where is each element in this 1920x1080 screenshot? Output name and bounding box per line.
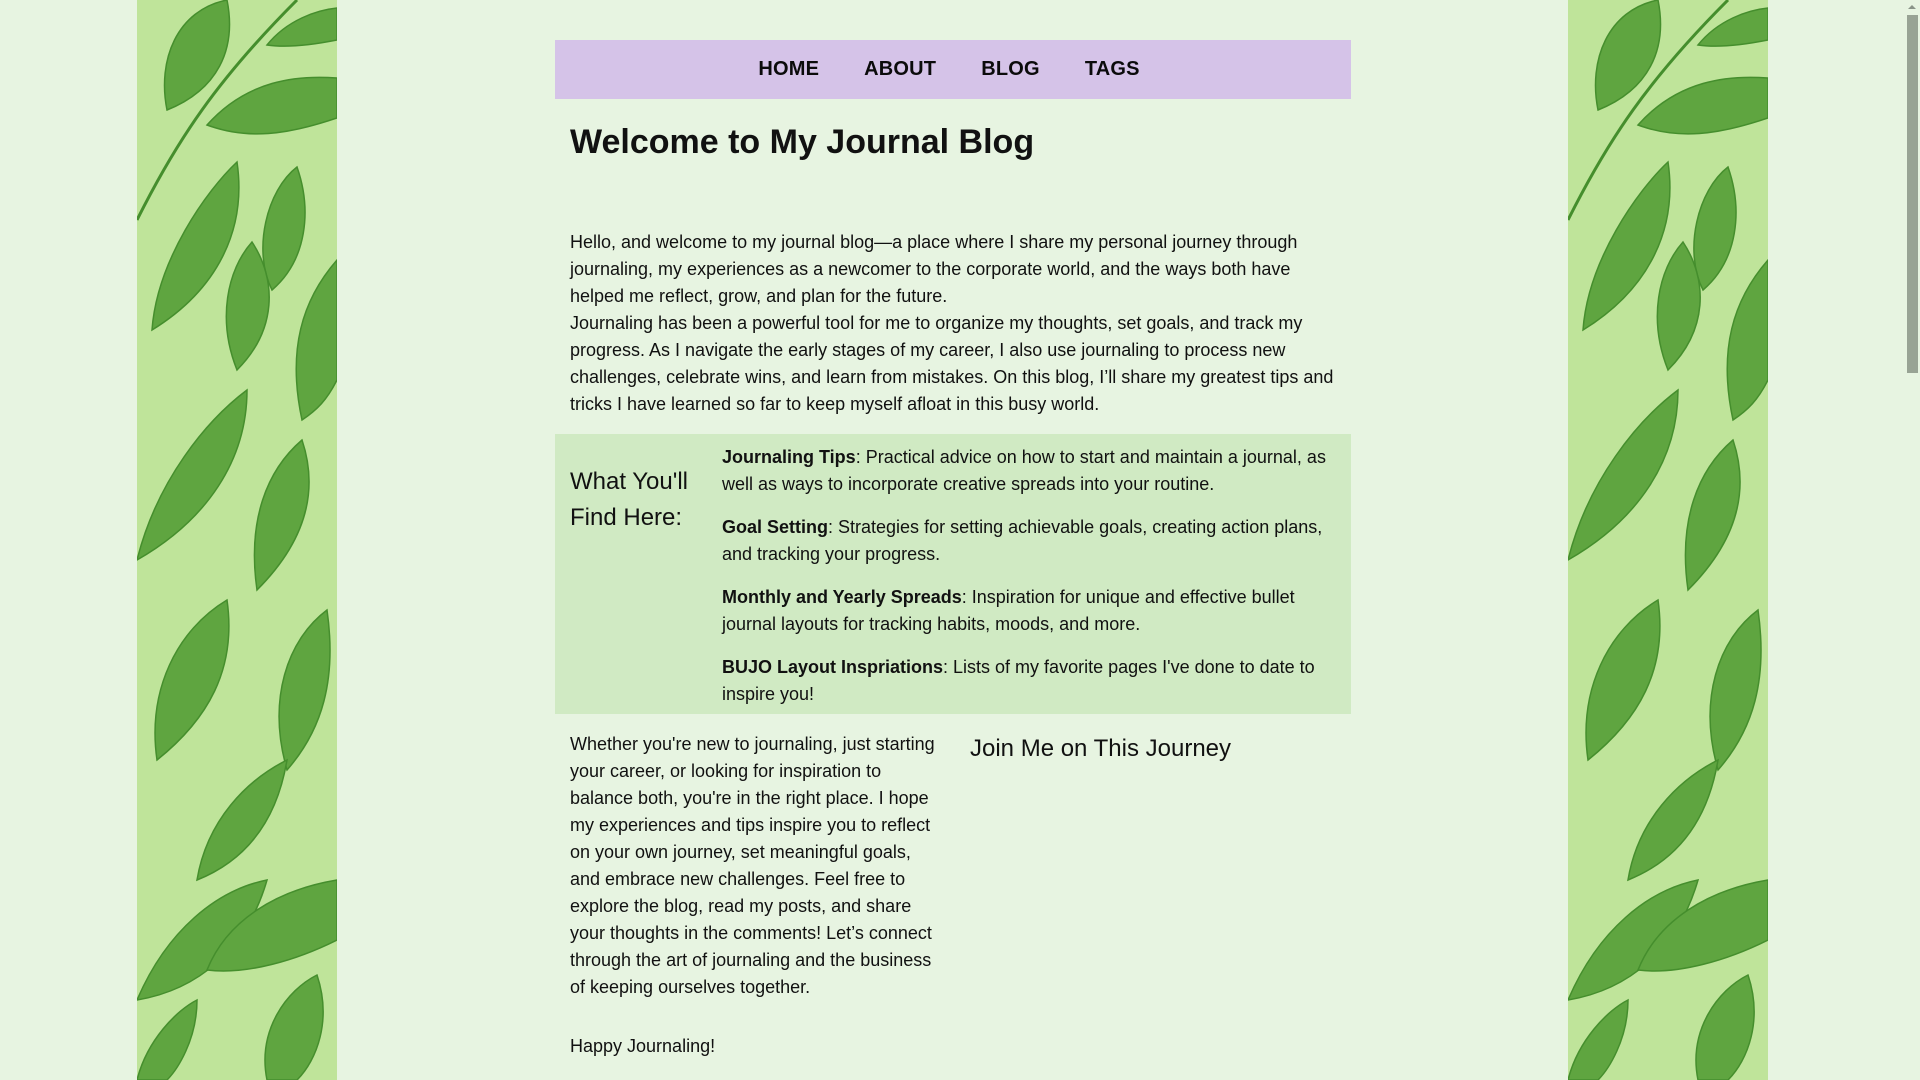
nav-about[interactable]: ABOUT xyxy=(864,58,937,80)
feature-text: : Strategies for setting achievable goals, creating action plans, and tracking your progress. xyxy=(722,517,1323,564)
feature-item xyxy=(722,584,1336,638)
feature-item xyxy=(722,444,1336,498)
feature-item xyxy=(722,654,1336,708)
leaf-pattern-icon xyxy=(137,0,337,1080)
closing-section xyxy=(555,714,1351,1060)
scrollbar-thumb[interactable] xyxy=(1907,15,1918,373)
feature-title: BUJO Layout Inspriations xyxy=(722,657,944,677)
join-heading: Join Me on This Journey xyxy=(970,735,1232,762)
feature-title: Goal Setting xyxy=(722,517,829,537)
scroll-up-arrow-icon[interactable] xyxy=(1908,5,1916,9)
feature-text: : Inspiration for unique and effective bullet journal layouts for tracking habits, moods, and more. xyxy=(722,587,1295,634)
leaf-pattern-icon xyxy=(1568,0,1768,1080)
feature-title: Journaling Tips xyxy=(722,447,856,467)
closing-text xyxy=(570,714,940,1060)
feature-text: : Lists of my favorite pages I've done to date to inspire you! xyxy=(722,657,1315,704)
features-heading: What You'll Find Here: xyxy=(570,468,688,531)
leaf-pattern-right xyxy=(1568,0,1768,1080)
intro-section xyxy=(555,163,1351,418)
vertical-scrollbar[interactable] xyxy=(1907,0,1918,1080)
nav-blog[interactable]: BLOG xyxy=(981,58,1040,80)
page-title: Welcome to My Journal Blog xyxy=(570,123,1035,161)
top-nav xyxy=(555,40,1351,99)
feature-title: Monthly and Yearly Spreads xyxy=(722,587,962,607)
intro-paragraph: Journaling has been a powerful tool for me to organize my thoughts, set goals, and track my progress. As I navigate the early stages of my career, I also use journaling to process new challenges, celebrate wins, and learn from mistakes. On this blog, I’ll share my greatest tips and tricks I have learned so far to keep myself afloat in this busy world. xyxy=(570,313,1334,414)
signoff: Happy Journaling! xyxy=(570,1036,716,1056)
closing-paragraph: Whether you're new to journaling, just starting your career, or looking for inspiration to balance both, you're in the right place. I hope my experiences and tips inspire you to reflect on your own journey, set meaningful goals, and embrace new challenges. Feel free to explore the blog, read my posts, and share your thoughts in the comments! Let’s connect through the art of journaling and the business of keeping ourselves together. xyxy=(570,734,935,997)
features-list xyxy=(722,444,1336,706)
features-section xyxy=(555,434,1351,714)
leaf-pattern-left xyxy=(137,0,337,1080)
nav-tags[interactable]: TAGS xyxy=(1084,58,1140,80)
intro-paragraph: Hello, and welcome to my journal blog—a place where I share my personal journey through journaling, my experiences as a newcomer to the corporate world, and the ways both have helped me reflect, grow, and plan for the future. xyxy=(570,232,1298,306)
main-content xyxy=(555,40,1351,1060)
nav-home[interactable]: HOME xyxy=(758,58,820,80)
feature-item xyxy=(722,514,1336,568)
join-section xyxy=(940,714,1231,1060)
feature-text: : Practical advice on how to start and maintain a journal, as well as ways to incorporate creative spreads into your routine. xyxy=(722,447,1326,494)
